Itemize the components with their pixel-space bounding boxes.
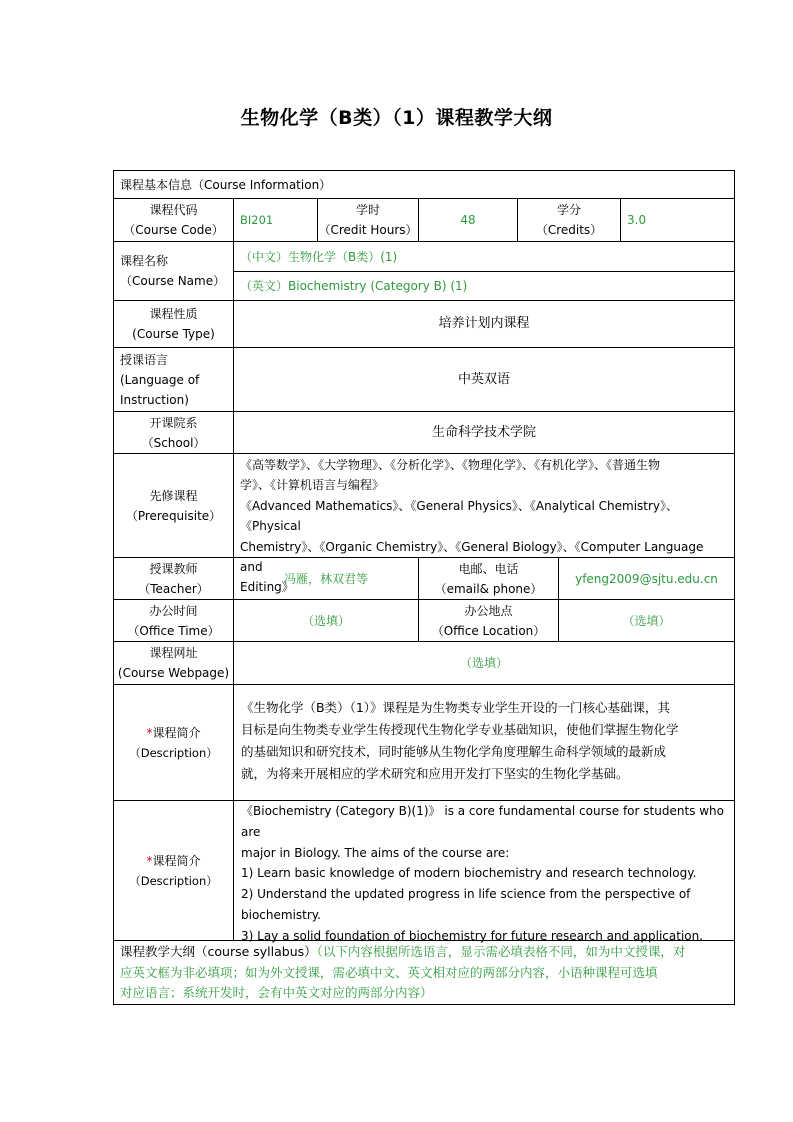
page-title: 生物化学（B类）（1）课程教学大纲 bbox=[240, 107, 553, 129]
description-cn-label-cn: 课程简介 bbox=[152, 725, 201, 740]
description-cn-label-en: （Description） bbox=[129, 745, 218, 760]
course-information-header bbox=[113, 170, 735, 199]
contact-label-cell bbox=[418, 557, 559, 600]
contact-email-value: yfeng2009@sjtu.edu.cn bbox=[575, 571, 718, 586]
course-name-en-value: （英文）Biochemistry (Category B) (1) bbox=[240, 279, 468, 293]
prerequisite-line: Editing》 bbox=[240, 580, 294, 595]
description-cn-value-cell bbox=[233, 684, 735, 801]
office-location-value-cell bbox=[558, 599, 735, 642]
description-cn-line: 目标是向生物类专业学生传授现代生物化学专业基础知识，使他们掌握生物化学 bbox=[241, 722, 679, 737]
course-name-label-cn: 课程名称 bbox=[120, 254, 169, 268]
course-code-label-cell bbox=[113, 198, 234, 242]
description-cn-text bbox=[234, 685, 734, 785]
description-en-label-cn: 课程简介 bbox=[152, 853, 201, 868]
description-en-text bbox=[234, 801, 734, 947]
webpage-value: （选填） bbox=[459, 656, 508, 670]
credit-hours-label-en: （Credit Hours） bbox=[318, 223, 418, 237]
school-label-cell bbox=[113, 411, 234, 454]
credits-value-cell bbox=[620, 198, 735, 242]
credit-hours-label-cn: 学时 bbox=[355, 203, 380, 217]
syllabus-cell bbox=[113, 940, 735, 1005]
contact-label-cn: 电邮、电话 bbox=[458, 561, 519, 576]
course-type-label-cn: 课程性质 bbox=[149, 307, 198, 321]
syllabus-note: 应英文框为非必填项；如为外文授课，需必填中文、英文相对应的两部分内容，小语种课程可选填 bbox=[120, 964, 658, 980]
course-name-en-cell bbox=[233, 271, 735, 301]
office-time-label-cell bbox=[113, 599, 234, 642]
course-name-label-en: （Course Name） bbox=[120, 274, 226, 288]
course-information-label: 课程基本信息（Course Information） bbox=[120, 177, 332, 192]
syllabus-note: （以下内容根据所选语言，显示需必填表格不同，如为中文授课，对 bbox=[316, 944, 686, 959]
course-name-label-cell bbox=[113, 241, 234, 301]
course-type-value-cell bbox=[233, 300, 735, 348]
prerequisite-label-en: （Prerequisite） bbox=[125, 508, 222, 523]
course-type-value: 培养计划内课程 bbox=[438, 316, 530, 331]
language-value-cell bbox=[233, 347, 735, 412]
teacher-label-en: （Teacher） bbox=[138, 581, 209, 596]
description-en-line: 1) Learn basic knowledge of modern biochemistry and research technology. bbox=[241, 866, 697, 881]
syllabus-label: 课程教学大纲（course syllabus） bbox=[120, 944, 317, 959]
prerequisite-line: Chemistry》、《Organic Chemistry》、《General Biology》、《Computer Language and bbox=[240, 539, 704, 575]
course-code-value: BI201 bbox=[240, 213, 274, 227]
prerequisite-label-cell bbox=[113, 453, 234, 558]
webpage-label-cell bbox=[113, 641, 234, 685]
credit-hours-label-cell bbox=[317, 198, 419, 242]
office-location-label-cn: 办公地点 bbox=[464, 603, 513, 618]
prerequisite-line: 《高等数学》、《大学物理》、《分析化学》、《物理化学》、《有机化学》、《普通生物 bbox=[240, 458, 661, 472]
description-en-line: 3) Lay a solid foundation of biochemistry for future research and application. bbox=[241, 928, 704, 943]
office-location-label-cell bbox=[418, 599, 559, 642]
teacher-value-cell bbox=[233, 557, 419, 600]
teacher-label-cell bbox=[113, 557, 234, 600]
credits-label-en: （Credits） bbox=[535, 223, 603, 237]
description-cn-line: 的基础知识和研究技术，同时能够从生物化学角度理解生命科学领域的最新成 bbox=[241, 744, 667, 759]
school-value-cell bbox=[233, 411, 735, 454]
description-cn-label-cell bbox=[113, 684, 234, 801]
language-label-en-1: (Language of bbox=[120, 372, 200, 387]
credit-hours-value-cell bbox=[418, 198, 518, 242]
language-label-cell bbox=[113, 347, 234, 412]
description-en-line: 《Biochemistry (Category B)(1)》 is a core fundamental course for students who are bbox=[241, 804, 724, 839]
description-en-line: biochemistry. bbox=[241, 907, 321, 922]
office-time-value-cell bbox=[233, 599, 419, 642]
course-code-value-cell bbox=[233, 198, 318, 242]
course-code-label-en: （Course Code） bbox=[123, 223, 224, 237]
contact-value-cell bbox=[558, 557, 735, 600]
office-time-label-cn: 办公时间 bbox=[149, 603, 198, 618]
webpage-value-cell bbox=[233, 641, 735, 685]
office-location-label-en: （Office Location） bbox=[431, 623, 546, 638]
office-time-label-en: （Office Time） bbox=[127, 623, 220, 638]
prerequisite-line: 学》、《计算机语言与编程》 bbox=[240, 478, 385, 493]
description-en-line: 2) Understand the updated progress in life science from the perspective of bbox=[241, 887, 691, 902]
description-en-label-en: （Description） bbox=[129, 873, 218, 888]
credit-hours-value: 48 bbox=[460, 213, 476, 227]
description-cn-line: 就，为将来开展相应的学术研究和应用开发打下坚实的生物化学基础。 bbox=[241, 766, 629, 781]
credits-label-cn: 学分 bbox=[556, 203, 581, 217]
webpage-label-en: (Course Webpage) bbox=[117, 666, 230, 680]
school-value: 生命科学技术学院 bbox=[431, 424, 536, 440]
office-time-value: （选填） bbox=[301, 613, 350, 628]
contact-label-en: （email& phone） bbox=[434, 581, 543, 596]
course-name-cn-value: （中文）生物化学（B类）(1) bbox=[240, 249, 398, 264]
office-location-value: （选填） bbox=[622, 613, 671, 628]
prerequisite-line: 《Advanced Mathematics》、《General Physics》、《Analytical Chemistry》、《Physical bbox=[240, 498, 679, 534]
webpage-label-cn: 课程网址 bbox=[149, 646, 198, 660]
course-type-label-en: (Course Type) bbox=[132, 327, 215, 341]
school-label-en: （School） bbox=[141, 435, 206, 450]
description-en-line: major in Biology. The aims of the course are: bbox=[241, 845, 510, 860]
description-en-value-cell bbox=[233, 800, 735, 941]
language-value: 中英双语 bbox=[457, 371, 510, 387]
credits-label-cell bbox=[517, 198, 621, 242]
course-name-cn-cell bbox=[233, 241, 735, 272]
required-asterisk: * bbox=[146, 853, 153, 868]
description-en-label-cell bbox=[113, 800, 234, 941]
description-cn-line: 《生物化学（B类）（1）》课程是为生物类专业学生开设的一门核心基础课，其 bbox=[241, 700, 671, 715]
required-asterisk: * bbox=[146, 725, 153, 740]
prerequisite-label-cn: 先修课程 bbox=[149, 488, 198, 503]
language-label-cn: 授课语言 bbox=[120, 352, 169, 367]
syllabus-note: 对应语言；系统开发时，会有中英文对应的两部分内容） bbox=[120, 985, 433, 1000]
teacher-value: 冯雁，林双君等 bbox=[283, 571, 368, 586]
course-type-label-cell bbox=[113, 300, 234, 348]
course-code-label-cn: 课程代码 bbox=[149, 203, 198, 217]
language-label-en-2: Instruction) bbox=[120, 392, 189, 407]
school-label-cn: 开课院系 bbox=[149, 415, 198, 430]
credits-value: 3.0 bbox=[627, 213, 647, 227]
teacher-label-cn: 授课教师 bbox=[149, 561, 198, 576]
